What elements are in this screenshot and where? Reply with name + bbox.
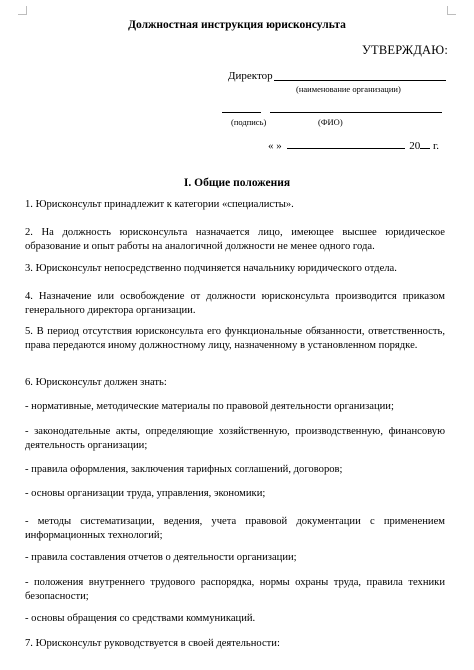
date-month-line xyxy=(287,139,405,149)
document-title: Должностная инструкция юрисконсульта xyxy=(128,19,346,31)
date-row xyxy=(268,139,439,152)
list-item: - законодательные акты, определяющие хозяйственную, производственную, финансовую деятельность организации; xyxy=(25,426,445,451)
paragraph: 4. Назначение или освобождение от должности юрисконсульта производится приказом генерального директора организации. xyxy=(25,291,445,316)
date-year-line xyxy=(420,139,430,149)
list-item: - правила оформления, заключения тарифных соглашений, договоров; xyxy=(25,464,343,475)
signature-note: (подпись) xyxy=(231,117,267,127)
list-item: - методы систематизации, ведения, учета правовой документации с применением информационных технологий; xyxy=(25,516,445,541)
organization-note: (наименование организации) xyxy=(296,84,401,94)
date-suffix: г. xyxy=(433,140,440,152)
fio-note: (ФИО) xyxy=(318,117,343,127)
paragraph: 3. Юрисконсульт непосредственно подчиняется начальнику юридического отдела. xyxy=(25,263,397,274)
organization-line xyxy=(274,80,446,81)
paragraph: 7. Юрисконсульт руководствуется в своей деятельности: xyxy=(25,638,280,649)
paragraph: 5. В период отсутствия юрисконсульта его функциональные обязанности, ответственность, права передаются иному должностному лицу, назначенному в установленном порядке. xyxy=(25,326,445,351)
section-heading: I. Общие положения xyxy=(183,177,291,189)
director-label: Директор xyxy=(228,70,273,82)
list-item: - основы обращения со средствами коммуникаций. xyxy=(25,613,256,624)
date-century: 20 xyxy=(409,140,421,152)
crop-mark-top-right xyxy=(447,6,456,15)
paragraph: 6. Юрисконсульт должен знать: xyxy=(25,377,167,388)
list-item: - положения внутреннего трудового распорядка, нормы охраны труда, правила техники безопасности; xyxy=(25,577,445,602)
date-quotes: « » xyxy=(268,140,282,152)
paragraph: 2. На должность юрисконсульта назначается лицо, имеющее высшее юридическое образование и опыт работы на аналогичной должности не менее одного года. xyxy=(25,227,445,252)
fio-line xyxy=(270,112,442,113)
approval-heading: УТВЕРЖДАЮ: xyxy=(361,43,448,57)
signature-line xyxy=(222,112,261,113)
paragraph: 1. Юрисконсульт принадлежит к категории «специалисты». xyxy=(25,199,294,210)
crop-mark-top-left xyxy=(18,6,27,15)
list-item: - основы организации труда, управления, экономики; xyxy=(25,488,266,499)
list-item: - нормативные, методические материалы по правовой деятельности организации; xyxy=(25,401,394,412)
list-item: - правила составления отчетов о деятельности организации; xyxy=(25,552,297,563)
